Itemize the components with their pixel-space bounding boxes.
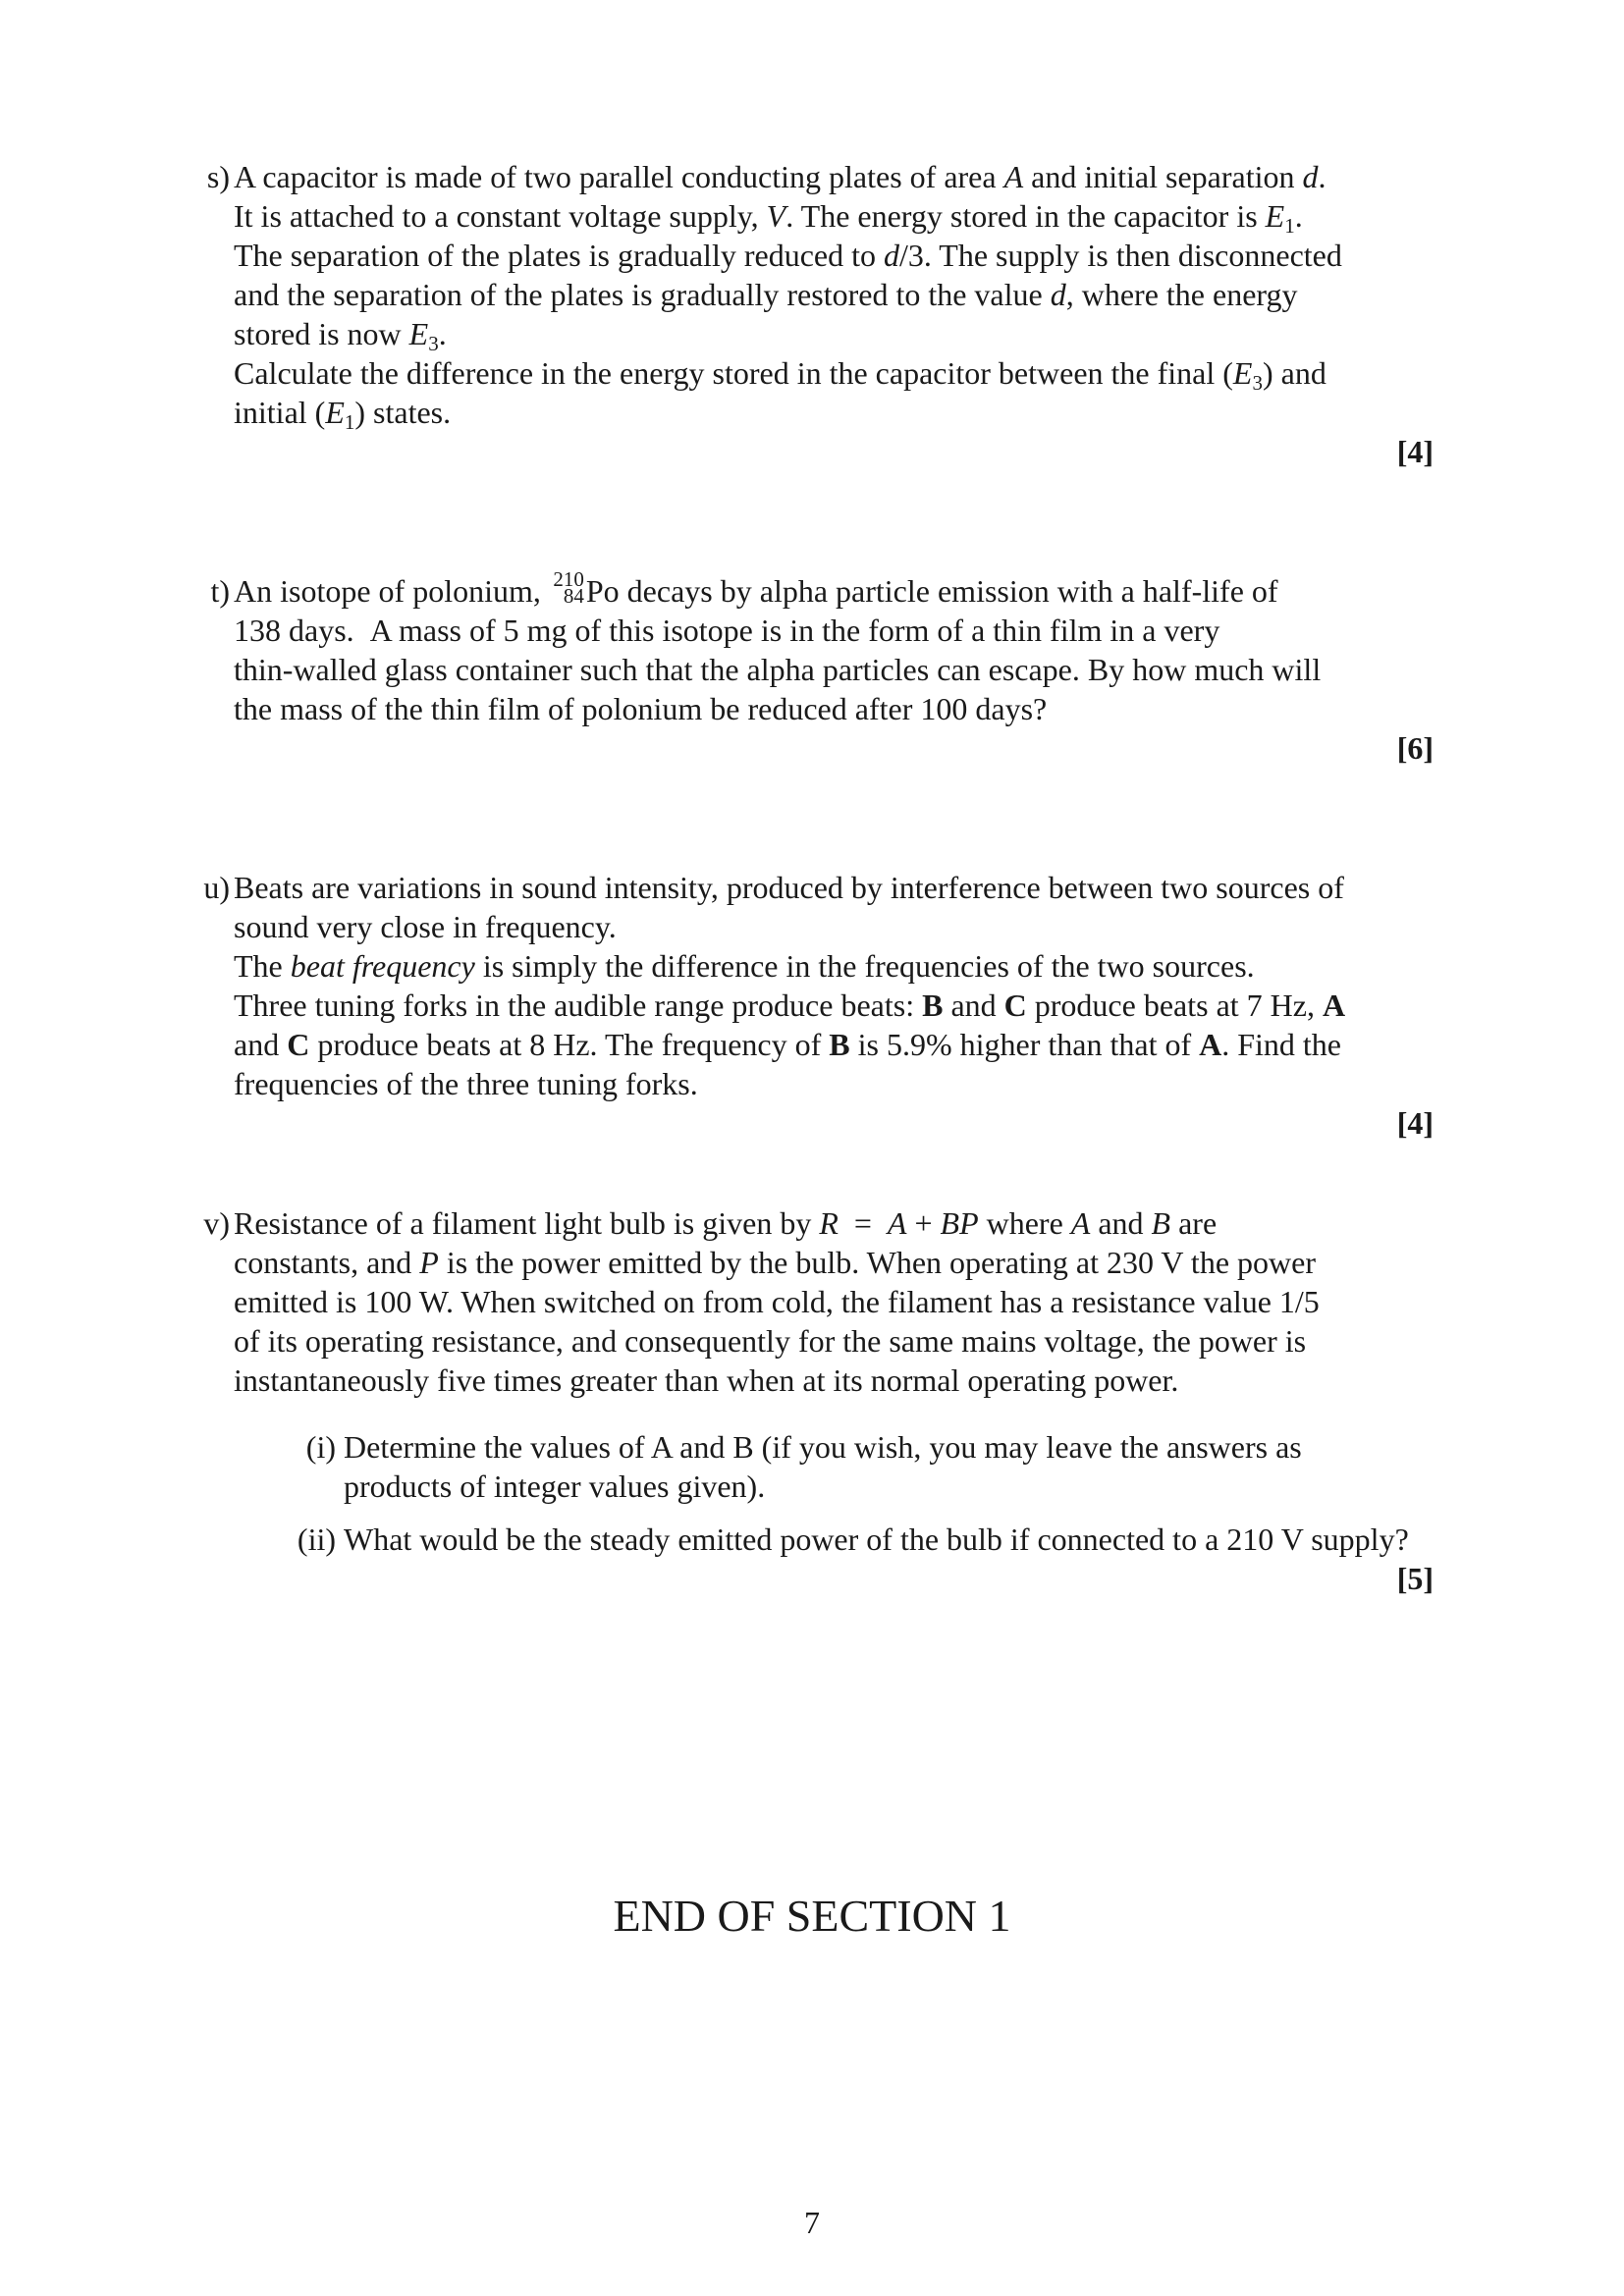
- isotope-notation: 210 84: [553, 567, 584, 608]
- text-line: The separation of the plates is gradually reduced to d/3. The supply is then disconnected: [234, 238, 1342, 273]
- subquestion-label: (ii): [297, 1522, 336, 1557]
- marks: [5]: [1396, 1561, 1434, 1596]
- text-line: constants, and P is the power emitted by the bulb. When operating at 230 V the power: [234, 1245, 1316, 1280]
- text-line: instantaneously five times greater than when at its normal operating power.: [234, 1362, 1179, 1398]
- text-line: Beats are variations in sound intensity, produced by interference between two sources of: [234, 870, 1344, 905]
- marks: [4]: [1396, 1105, 1434, 1141]
- text-line: The beat frequency is simply the difference in the frequencies of the two sources.: [234, 948, 1255, 984]
- end-of-section-heading: END OF SECTION 1: [613, 1891, 1011, 1941]
- text-line: 138 days. A mass of 5 mg of this isotope is in the form of a thin film in a very: [234, 613, 1220, 648]
- text-line: What would be the steady emitted power of the bulb if connected to a 210 V supply?: [344, 1522, 1409, 1557]
- text-line: stored is now E3.: [234, 316, 447, 355]
- marks: [6]: [1396, 730, 1434, 766]
- question-u: [203, 868, 1434, 1143]
- subquestion-label: (i): [305, 1429, 336, 1465]
- question-text: [234, 157, 1434, 432]
- question-v: [203, 1203, 1434, 1598]
- text-line: thin-walled glass container such that the alpha particles can escape. By how much will: [234, 652, 1322, 687]
- question-s: [206, 157, 1434, 471]
- text-line: of its operating resistance, and consequently for the same mains voltage, the power is: [234, 1323, 1307, 1359]
- text-line: A capacitor is made of two parallel conducting plates of area A and initial separation d.: [234, 159, 1326, 194]
- question-text: [234, 1203, 1434, 1400]
- question-text: [234, 868, 1434, 1103]
- text-line: and the separation of the plates is gradually restored to the value d, where the energy: [234, 277, 1298, 312]
- text-line: An isotope of polonium, 210 84 Po decays by alpha particle emission with a half-life of: [234, 567, 1278, 609]
- text-line: emitted is 100 W. When switched on from cold, the filament has a resistance value 1/5: [234, 1284, 1320, 1319]
- text-line: It is attached to a constant voltage supply, V. The energy stored in the capacitor is E1.: [234, 198, 1303, 238]
- text-line: initial (E1) states.: [234, 395, 452, 434]
- question-t: [210, 567, 1434, 768]
- question-label: u): [203, 870, 230, 905]
- text-line: Three tuning forks in the audible range produce beats: B and C produce beats at 7 Hz, A: [234, 988, 1346, 1023]
- text-line: Resistance of a filament light bulb is given by R = A + BP where A and B are: [234, 1205, 1218, 1241]
- question-label: t): [210, 573, 230, 609]
- marks: [4]: [1396, 434, 1434, 469]
- text-line: Calculate the difference in the energy stored in the capacitor between the final (E3) and: [234, 355, 1326, 395]
- subquestion-i: [234, 1427, 1434, 1506]
- text-line: and C produce beats at 8 Hz. The frequency of B is 5.9% higher than that of A. Find the: [234, 1027, 1341, 1062]
- page-number: 7: [804, 2205, 820, 2240]
- text-line: sound very close in frequency.: [234, 909, 617, 944]
- question-label: v): [203, 1205, 230, 1241]
- subquestion-ii: [234, 1520, 1434, 1559]
- question-text: [234, 567, 1434, 728]
- text-line: frequencies of the three tuning forks.: [234, 1066, 698, 1101]
- text-line: the mass of the thin film of polonium be reduced after 100 days?: [234, 691, 1048, 726]
- question-label: s): [206, 159, 230, 194]
- text-line: Determine the values of A and B (if you wish, you may leave the answers as: [344, 1429, 1302, 1465]
- text-line: products of integer values given).: [344, 1468, 766, 1504]
